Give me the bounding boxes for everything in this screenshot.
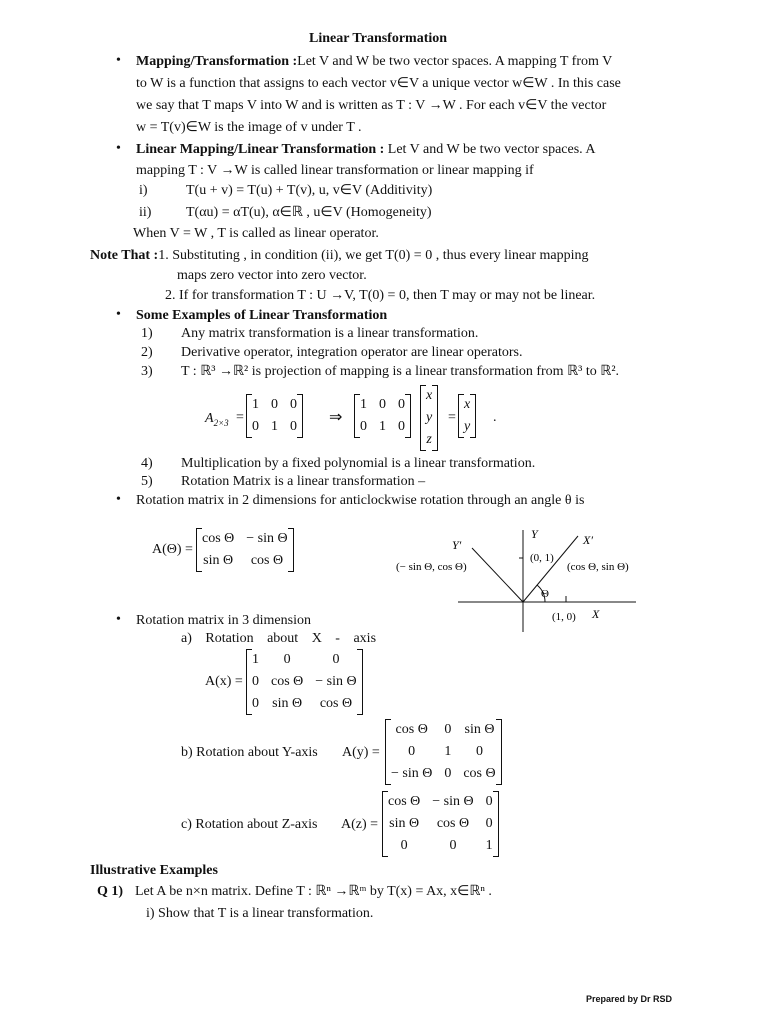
example-4-text: Multiplication by a fixed polynomial is a linear transformation.	[181, 456, 536, 471]
mapping-line-4: w = T(v)∈W is the image of v under T .	[136, 120, 362, 135]
matrix-cell: 0	[360, 419, 367, 434]
linear-when: When V = W , T is called as linear operator.	[133, 226, 379, 241]
vector-cell: y	[426, 410, 433, 425]
matrix-cell: 0	[290, 397, 297, 412]
matrix-cell: cos Θ	[202, 531, 235, 546]
note-line-1	[90, 247, 588, 265]
projection-matrix	[246, 394, 303, 438]
matrix-row	[196, 550, 294, 572]
example-5-number: 5)	[141, 474, 153, 489]
q1-label: Q 1)	[97, 884, 124, 899]
example-5-text: Rotation Matrix is a linear transformation –	[181, 474, 426, 489]
linear-i-additivity: T(u + v) = T(u) + T(v), u, v∈V (Additivity)	[186, 183, 433, 198]
matrix-cell: cos Θ	[395, 722, 428, 737]
note-label: Note That :	[90, 248, 159, 263]
matrix-cell: 1	[252, 652, 259, 667]
y-prime-line	[472, 548, 523, 602]
linear-heading: Linear Mapping/Linear Transformation :	[136, 142, 385, 157]
matrix-row	[246, 649, 363, 671]
matrix-row	[382, 813, 499, 835]
matrix-row	[385, 763, 502, 785]
rot3d-c-label: A(z) =	[341, 817, 379, 832]
matrix-cell: cos Θ	[319, 696, 353, 711]
matrix-cell: sin Θ	[272, 696, 303, 711]
vector-cell: x	[464, 397, 471, 412]
theta-label: Θ	[541, 588, 549, 600]
matrix-cell: sin Θ	[203, 553, 234, 568]
projection-matrix-2	[354, 394, 411, 438]
rotation-z-matrix	[382, 791, 499, 857]
matrix-cell: 1	[485, 838, 493, 853]
matrix-cell: 0	[398, 419, 405, 434]
matrix-row	[382, 835, 499, 857]
examples-heading: Some Examples of Linear Transformation	[136, 308, 388, 323]
mapping-line-1	[136, 53, 612, 71]
note-text-1: 1. Substituting , in condition (ii), we get T(0) = 0 , thus every linear mapping	[158, 248, 589, 263]
matrix-cell: 0	[475, 744, 483, 759]
example-2-number: 2)	[141, 345, 153, 360]
matrix-cell: 0	[444, 722, 452, 737]
matrix-cell: 0	[408, 744, 416, 759]
rot2d-bullet-text: Rotation matrix in 2 dimensions for anticlockwise rotation through an angle θ is	[136, 493, 585, 508]
projection-dot: .	[493, 410, 497, 425]
matrix-cell: 0	[252, 419, 259, 434]
matrix-row	[385, 719, 502, 741]
matrix-cell: 0	[252, 696, 259, 711]
vector-cell: z	[426, 432, 432, 447]
matrix-row	[246, 394, 303, 416]
mapping-line-3: we say that T maps V into W and is written as T : V →W . For each v∈V the vector	[136, 98, 607, 113]
matrix-row	[246, 671, 363, 693]
matrix-cell: 0	[290, 419, 297, 434]
linear-ii-number: ii)	[139, 205, 152, 220]
q1-part-i: i) Show that T is a linear transformation.	[146, 906, 374, 921]
rot3d-a-text: a) Rotation about X - axis	[181, 631, 377, 646]
rot2d-matrix	[196, 528, 294, 572]
matrix-cell: 0	[252, 674, 259, 689]
q1-text: Let A be n×n matrix. Define T : ℝⁿ →ℝᵐ by T(x) = Ax, x∈ℝⁿ .	[135, 884, 492, 899]
matrix-cell: − sin Θ	[391, 766, 433, 781]
matrix-cell: − sin Θ	[315, 674, 357, 689]
linear-text-1: Let V and W be two vector spaces. A	[387, 142, 596, 157]
matrix-cell: 0	[449, 838, 457, 853]
bullet-icon: •	[116, 612, 121, 627]
point-cos-sin: (cos Θ, sin Θ)	[567, 561, 629, 573]
mapping-heading: Mapping/Transformation :	[136, 54, 298, 69]
point-1-0: (1, 0)	[552, 611, 576, 623]
bullet-icon: •	[116, 141, 121, 156]
matrix-cell: sin Θ	[389, 816, 420, 831]
matrix-row	[385, 741, 502, 763]
matrix-cell: 1	[360, 397, 367, 412]
example-1-number: 1)	[141, 326, 153, 341]
matrix-row	[354, 394, 411, 416]
bullet-icon: •	[116, 53, 121, 68]
matrix-row	[382, 791, 499, 813]
bullet-icon: •	[116, 307, 121, 322]
matrix-cell: 0	[398, 397, 405, 412]
y-prime-label: Y′	[452, 538, 462, 552]
illustrative-heading: Illustrative Examples	[90, 863, 218, 878]
rot3d-b-text: b) Rotation about Y-axis	[181, 745, 318, 760]
matrix-cell: − sin Θ	[432, 794, 474, 809]
matrix-cell: − sin Θ	[246, 531, 288, 546]
vector-cell: y	[464, 419, 471, 434]
bullet-icon: •	[116, 492, 121, 507]
linear-line-1	[136, 141, 596, 159]
mapping-line-2: to W is a function that assigns to each vector v∈V a unique vector w∈W . In this case	[136, 76, 621, 91]
matrix-row	[246, 416, 303, 438]
rot3d-c-text: c) Rotation about Z-axis	[181, 817, 318, 832]
linear-line-2: mapping T : V →W is called linear transformation or linear mapping if	[136, 163, 534, 178]
note-line-1b: maps zero vector into zero vector.	[177, 268, 367, 283]
example-2-text: Derivative operator, integration operator are linear operators.	[181, 345, 523, 360]
matrix-cell: sin Θ	[464, 722, 495, 737]
matrix-row	[354, 416, 411, 438]
example-3-number: 3)	[141, 364, 153, 379]
example-3-text: T : ℝ³ →ℝ² is projection of mapping is a linear transformation from ℝ³ to ℝ².	[181, 364, 620, 379]
footer-credit: Prepared by Dr RSD	[586, 994, 673, 1004]
projection-equals-2: =	[448, 410, 456, 425]
note-line-2: 2. If for transformation T : U →V, T(0) = 0, then T may or may not be linear.	[165, 288, 596, 303]
matrix-cell: 0	[485, 794, 493, 809]
x-prime-label: X′	[583, 533, 593, 547]
matrix-cell: 0	[271, 397, 278, 412]
linear-ii-homogeneity: T(αu) = αT(u), α∈ℝ , u∈V (Homogeneity)	[186, 205, 432, 220]
rotation-diagram	[390, 522, 650, 634]
projection-input-vector	[420, 385, 438, 451]
page-title: Linear Transformation	[309, 31, 448, 46]
rotation-x-matrix	[246, 649, 363, 715]
matrix-cell: cos Θ	[271, 674, 304, 689]
matrix-cell: 0	[379, 397, 386, 412]
projection-a-label: $A_{2\times 3}$	[205, 411, 229, 428]
matrix-cell: cos Θ	[463, 766, 496, 781]
matrix-cell: cos Θ	[250, 553, 284, 568]
mapping-text-1: Let V and W be two vector spaces. A mapping T from V	[297, 54, 613, 69]
matrix-cell: cos Θ	[388, 794, 421, 809]
matrix-cell: 1	[271, 419, 278, 434]
matrix-cell: 1	[444, 744, 452, 759]
matrix-cell: cos Θ	[436, 816, 470, 831]
projection-equals: =	[236, 410, 244, 425]
matrix-cell: 0	[283, 652, 291, 667]
matrix-row	[246, 693, 363, 715]
rot3d-bullet-text: Rotation matrix in 3 dimension	[136, 613, 311, 628]
matrix-row	[196, 528, 294, 550]
matrix-cell: 0	[400, 838, 408, 853]
point-0-1: (0, 1)	[530, 552, 554, 564]
x-axis-label: X	[592, 607, 600, 621]
point-neg-sin-cos: (− sin Θ, cos Θ)	[396, 561, 467, 573]
matrix-cell: 1	[379, 419, 386, 434]
rot3d-a-label: A(x) =	[205, 674, 243, 689]
linear-i-number: i)	[139, 183, 148, 198]
y-axis-label: Y	[531, 527, 538, 541]
rot2d-label: A(Θ) =	[152, 542, 193, 557]
implies-symbol: ⇒	[329, 409, 343, 426]
vector-cell: x	[426, 388, 433, 403]
projection-output-vector	[458, 394, 476, 438]
rotation-y-matrix	[385, 719, 502, 785]
rot3d-b-label: A(y) =	[342, 745, 380, 760]
example-1-text: Any matrix transformation is a linear transformation.	[181, 326, 479, 341]
matrix-cell: 0	[444, 766, 452, 781]
example-4-number: 4)	[141, 456, 153, 471]
matrix-cell: 0	[485, 816, 493, 831]
matrix-cell: 1	[252, 397, 259, 412]
matrix-cell: 0	[332, 652, 340, 667]
